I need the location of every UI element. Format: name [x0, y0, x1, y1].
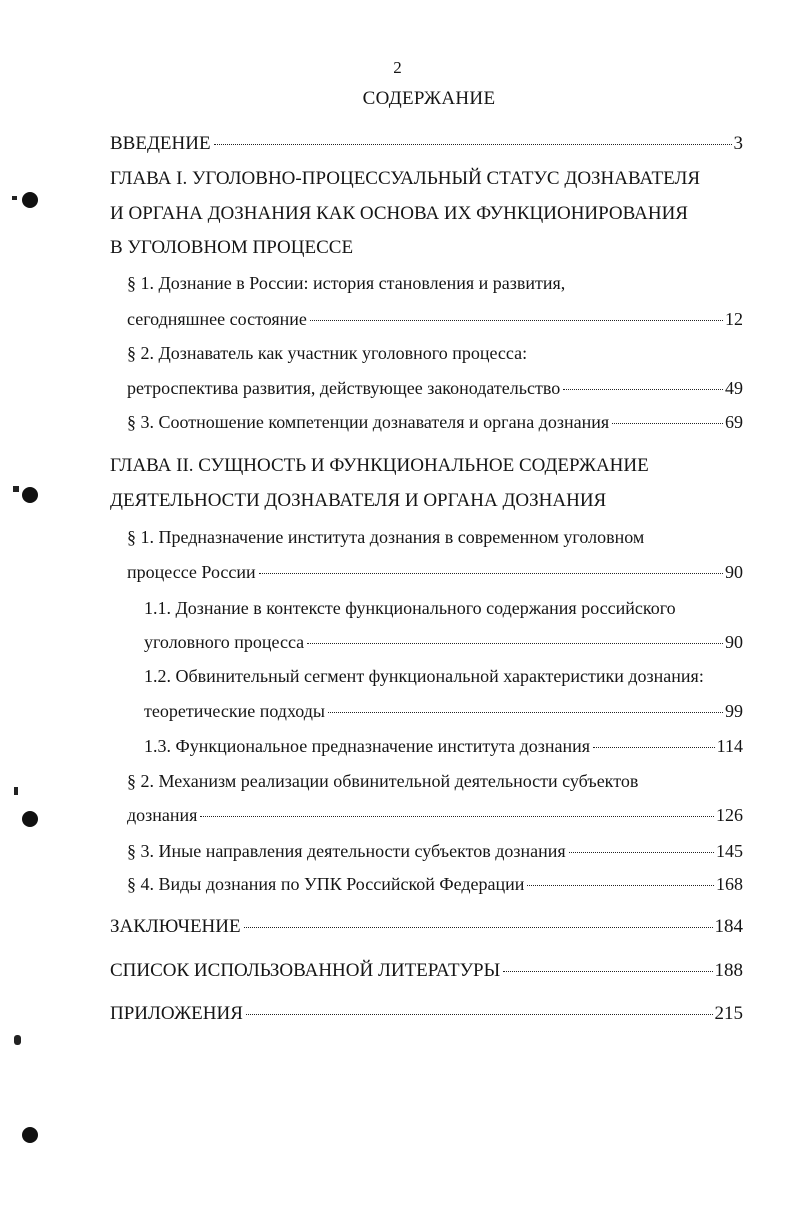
toc-section-2-1 — [127, 562, 743, 583]
chapter1-heading-line2: И ОРГАНА ДОЗНАНИЯ КАК ОСНОВА ИХ ФУНКЦИОНИРОВАНИЯ — [110, 203, 688, 224]
dot-leader — [246, 1014, 713, 1015]
toc-page-number: 90 — [725, 632, 743, 652]
toc-section-2-1-line1: § 1. Предназначение института дознания в современном уголовном — [127, 527, 645, 547]
toc-page-number: 69 — [725, 412, 743, 432]
toc-entry-bibliography — [110, 960, 743, 982]
scan-mark — [14, 1035, 21, 1045]
scan-mark — [14, 787, 18, 795]
toc-entry-conclusion — [110, 916, 743, 938]
toc-page-number: 49 — [725, 378, 743, 398]
dot-leader — [527, 885, 714, 886]
toc-page-number: 145 — [716, 841, 743, 861]
toc-entry-title: ЗАКЛЮЧЕНИЕ — [110, 916, 241, 937]
chapter2-heading-line1: ГЛАВА II. СУЩНОСТЬ И ФУНКЦИОНАЛЬНОЕ СОДЕРЖАНИЕ — [110, 455, 649, 476]
toc-entry-title: § 3. Соотношение компетенции дознавателя и органа дознания — [127, 412, 610, 432]
toc-section-2-2 — [127, 805, 743, 826]
toc-entry-intro — [110, 133, 743, 155]
toc-section-2-2-line1: § 2. Механизм реализации обвинительной деятельности субъектов — [127, 771, 639, 791]
toc-page-number: 90 — [725, 562, 743, 582]
dot-leader — [612, 423, 723, 424]
toc-entry-appendices — [110, 1003, 743, 1025]
toc-page-number: 184 — [714, 916, 743, 937]
scan-mark — [12, 196, 17, 200]
punch-hole — [22, 487, 38, 503]
toc-entry-title: СПИСОК ИСПОЛЬЗОВАННОЙ ЛИТЕРАТУРЫ — [110, 960, 501, 981]
chapter1-heading-line1: ГЛАВА I. УГОЛОВНО-ПРОЦЕССУАЛЬНЫЙ СТАТУС ДОЗНАВАТЕЛЯ — [110, 168, 701, 189]
toc-entry-title: дознания — [127, 805, 198, 825]
punch-hole — [22, 811, 38, 827]
toc-section-1-1-line1: § 1. Дознание в России: история становления и развития, — [127, 273, 566, 293]
toc-page-number: 126 — [716, 805, 743, 825]
dot-leader — [307, 643, 723, 644]
toc-entry-title: § 3. Иные направления деятельности субъектов дознания — [127, 841, 566, 861]
toc-entry-title: уголовного процесса — [144, 632, 305, 652]
toc-section-1-1 — [127, 309, 743, 330]
chapter2-heading-line2: ДЕЯТЕЛЬНОСТИ ДОЗНАВАТЕЛЯ И ОРГАНА ДОЗНАНИЯ — [110, 490, 607, 511]
dot-leader — [593, 747, 715, 748]
scan-mark — [13, 486, 19, 492]
toc-page-number: 188 — [714, 960, 743, 981]
toc-section-2-3 — [127, 841, 743, 862]
toc-page-number: 99 — [725, 701, 743, 721]
toc-subsection-1-1-line1: 1.1. Дознание в контексте функционального содержания российского — [144, 598, 676, 618]
toc-page-number: 168 — [716, 874, 743, 894]
page-number: 2 — [393, 58, 402, 77]
chapter1-heading-line3: В УГОЛОВНОМ ПРОЦЕССЕ — [110, 237, 354, 258]
toc-entry-title: сегодняшнее состояние — [127, 309, 307, 329]
toc-subsection-1-1 — [144, 632, 743, 653]
toc-page-number: 114 — [716, 736, 743, 756]
toc-entry-title: § 4. Виды дознания по УПК Российской Федерации — [127, 874, 525, 894]
toc-entry-title: ПРИЛОЖЕНИЯ — [110, 1003, 243, 1024]
dot-leader — [244, 927, 713, 928]
dot-leader — [214, 144, 732, 145]
dot-leader — [310, 320, 723, 321]
toc-entry-title: 1.3. Функциональное предназначение института дознания — [144, 736, 591, 756]
toc-subsection-1-2-line1: 1.2. Обвинительный сегмент функциональной характеристики дознания: — [144, 666, 704, 686]
dot-leader — [569, 852, 714, 853]
toc-page-number: 12 — [725, 309, 743, 329]
toc-entry-title: теоретические подходы — [144, 701, 326, 721]
punch-hole — [22, 192, 38, 208]
toc-section-1-3 — [127, 412, 743, 433]
toc-subsection-1-3 — [144, 736, 743, 757]
toc-page-number: 3 — [733, 133, 743, 154]
toc-section-1-2 — [127, 378, 743, 399]
toc-entry-title: ВВЕДЕНИЕ — [110, 133, 211, 154]
dot-leader — [563, 389, 723, 390]
toc-section-2-4 — [127, 874, 743, 895]
dot-leader — [503, 971, 712, 972]
toc-subsection-1-2 — [144, 701, 743, 722]
dot-leader — [259, 573, 723, 574]
toc-page-number: 215 — [714, 1003, 743, 1024]
toc-entry-title: ретроспектива развития, действующее законодательство — [127, 378, 561, 398]
page-title: СОДЕРЖАНИЕ — [362, 88, 496, 109]
toc-section-1-2-line1: § 2. Дознаватель как участник уголовного процесса: — [127, 343, 528, 363]
punch-hole — [22, 1127, 38, 1143]
dot-leader — [328, 712, 723, 713]
toc-entry-title: процессе России — [127, 562, 256, 582]
dot-leader — [200, 816, 714, 817]
